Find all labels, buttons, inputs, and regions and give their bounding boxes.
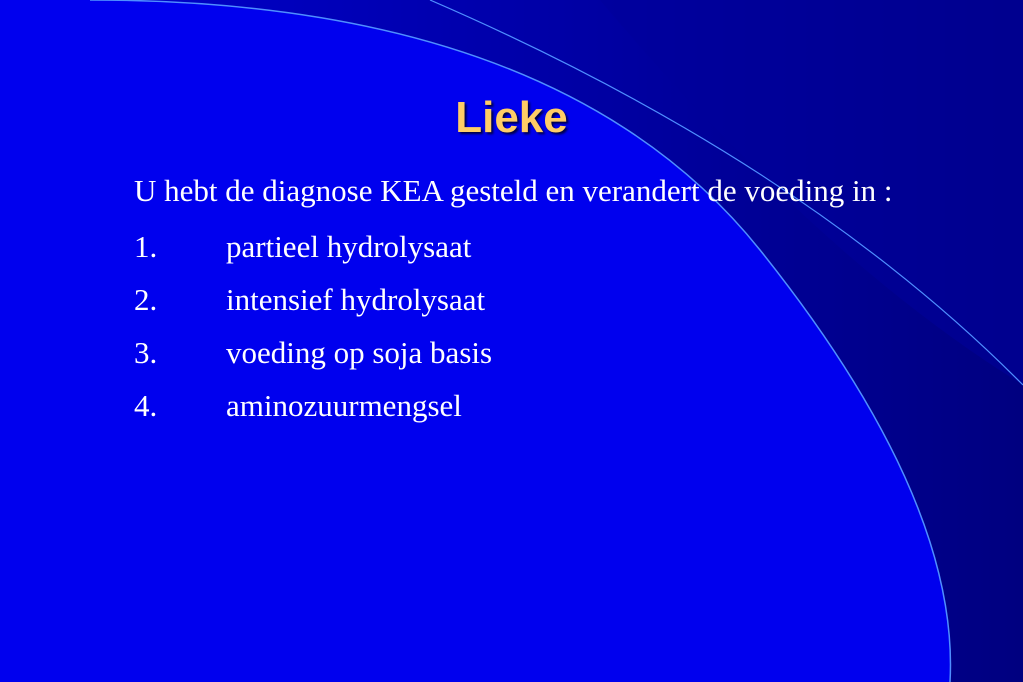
list-item-number: 1. (134, 229, 158, 264)
list-item-text: partieel hydrolysaat (226, 229, 472, 264)
list-item (134, 273, 914, 326)
list-item (134, 220, 914, 273)
list-item (134, 379, 914, 432)
slide-title: Lieke (455, 93, 568, 142)
list-item-text: aminozuurmengsel (226, 388, 462, 423)
list-item-number: 4. (134, 388, 158, 423)
list-item (134, 326, 914, 379)
list-item-number: 3. (134, 335, 158, 370)
slide-body (134, 170, 914, 432)
list-item-text: voeding op soja basis (226, 335, 493, 370)
list-item-text: intensief hydrolysaat (226, 282, 486, 317)
list-item-number: 2. (134, 282, 158, 317)
intro-text: U hebt de diagnose KEA gesteld en verandert de voeding in : (134, 173, 893, 208)
